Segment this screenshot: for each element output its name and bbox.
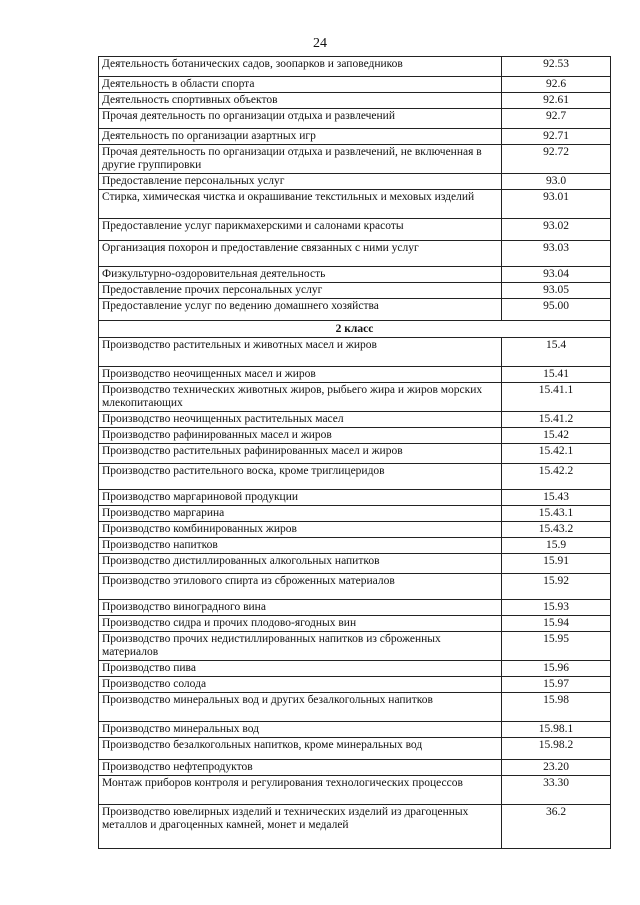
- activity-code: 15.42.1: [502, 444, 611, 464]
- table-row: [99, 444, 611, 464]
- activity-name: Производство этилового спирта из сброженных материалов: [99, 574, 502, 600]
- table-row: [99, 241, 611, 267]
- activity-name: Производство минеральных вод: [99, 722, 502, 738]
- activity-name: Производство солода: [99, 677, 502, 693]
- table-row: [99, 267, 611, 283]
- activity-name: Производство пива: [99, 661, 502, 677]
- table-row: [99, 464, 611, 490]
- activity-code: 15.93: [502, 600, 611, 616]
- activity-code: 15.91: [502, 554, 611, 574]
- table-row: [99, 383, 611, 412]
- table-row: [99, 338, 611, 367]
- activity-code: 93.05: [502, 283, 611, 299]
- table-row: [99, 522, 611, 538]
- activity-code: 15.94: [502, 616, 611, 632]
- activity-name: Производство растительных рафинированных масел и жиров: [99, 444, 502, 464]
- table-row: [99, 776, 611, 805]
- activity-code: 93.04: [502, 267, 611, 283]
- table-row: [99, 367, 611, 383]
- activity-code: 95.00: [502, 299, 611, 321]
- table-row: [99, 490, 611, 506]
- activity-name: Организация похорон и предоставление связанных с ними услуг: [99, 241, 502, 267]
- table-row: [99, 677, 611, 693]
- activity-code: 36.2: [502, 805, 611, 849]
- table-row: [99, 600, 611, 616]
- activity-code: 15.42: [502, 428, 611, 444]
- activity-code: 92.72: [502, 145, 611, 174]
- activity-code: 93.01: [502, 190, 611, 219]
- activity-name: Производство растительных и животных масел и жиров: [99, 338, 502, 367]
- activity-code-table: [98, 56, 611, 849]
- section-title: 2 класс: [99, 321, 611, 338]
- table-row: [99, 693, 611, 722]
- activity-code: 23.20: [502, 760, 611, 776]
- activity-code: 93.02: [502, 219, 611, 241]
- activity-code: 15.98.2: [502, 738, 611, 760]
- table-row: [99, 109, 611, 129]
- activity-name: Деятельность ботанических садов, зоопарков и заповедников: [99, 57, 502, 77]
- activity-code: 15.42.2: [502, 464, 611, 490]
- activity-name: Предоставление услуг по ведению домашнего хозяйства: [99, 299, 502, 321]
- page-number: 24: [313, 36, 327, 51]
- table-row: [99, 632, 611, 661]
- activity-code: 92.53: [502, 57, 611, 77]
- table-row: [99, 661, 611, 677]
- table-row: [99, 722, 611, 738]
- activity-name: Производство маргариновой продукции: [99, 490, 502, 506]
- activity-name: Монтаж приборов контроля и регулирования технологических процессов: [99, 776, 502, 805]
- table-row: [99, 554, 611, 574]
- table-row: [99, 219, 611, 241]
- section-header-row: [99, 321, 611, 338]
- table-row: [99, 738, 611, 760]
- table-row: [99, 77, 611, 93]
- activity-code: 15.43.1: [502, 506, 611, 522]
- table-row: [99, 93, 611, 109]
- activity-name: Производство сидра и прочих плодово-ягодных вин: [99, 616, 502, 632]
- activity-code: 93.0: [502, 174, 611, 190]
- activity-code: 15.41.1: [502, 383, 611, 412]
- activity-name: Физкультурно-оздоровительная деятельность: [99, 267, 502, 283]
- activity-name: Предоставление персональных услуг: [99, 174, 502, 190]
- activity-code: 15.98.1: [502, 722, 611, 738]
- activity-name: Прочая деятельность по организации отдыха и развлечений: [99, 109, 502, 129]
- activity-code: 15.41: [502, 367, 611, 383]
- activity-code: 92.6: [502, 77, 611, 93]
- activity-code: 15.95: [502, 632, 611, 661]
- table-row: [99, 538, 611, 554]
- activity-code: 15.98: [502, 693, 611, 722]
- table-row: [99, 283, 611, 299]
- table-row: [99, 299, 611, 321]
- activity-name: Предоставление прочих персональных услуг: [99, 283, 502, 299]
- table-row: [99, 145, 611, 174]
- table-row: [99, 574, 611, 600]
- activity-name: Производство прочих недистиллированных напитков из сброженных материалов: [99, 632, 502, 661]
- activity-name: Производство виноградного вина: [99, 600, 502, 616]
- activity-name: Деятельность по организации азартных игр: [99, 129, 502, 145]
- activity-name: Производство рафинированных масел и жиров: [99, 428, 502, 444]
- table-row: [99, 506, 611, 522]
- activity-name: Производство нефтепродуктов: [99, 760, 502, 776]
- activity-name: Прочая деятельность по организации отдыха и развлечений, не включенная в другие группировки: [99, 145, 502, 174]
- table-row: [99, 616, 611, 632]
- activity-code: 33.30: [502, 776, 611, 805]
- activity-name: Стирка, химическая чистка и окрашивание текстильных и меховых изделий: [99, 190, 502, 219]
- table-row: [99, 428, 611, 444]
- activity-name: Производство неочищенных масел и жиров: [99, 367, 502, 383]
- activity-code: 15.43.2: [502, 522, 611, 538]
- table-row: [99, 190, 611, 219]
- activity-name: Производство маргарина: [99, 506, 502, 522]
- activity-code: 92.61: [502, 93, 611, 109]
- activity-name: Производство ювелирных изделий и технических изделий из драгоценных металлов и драгоценных камней, монет и медалей: [99, 805, 502, 849]
- activity-code: 15.43: [502, 490, 611, 506]
- table-row: [99, 57, 611, 77]
- activity-code: 15.4: [502, 338, 611, 367]
- activity-name: Деятельность спортивных объектов: [99, 93, 502, 109]
- table-row: [99, 174, 611, 190]
- activity-code: 92.7: [502, 109, 611, 129]
- table-row: [99, 760, 611, 776]
- activity-code: 15.9: [502, 538, 611, 554]
- activity-name: Производство минеральных вод и других безалкогольных напитков: [99, 693, 502, 722]
- activity-name: Производство неочищенных растительных масел: [99, 412, 502, 428]
- activity-name: Производство технических животных жиров, рыбьего жира и жиров морских млекопитающих: [99, 383, 502, 412]
- activity-name: Производство комбинированных жиров: [99, 522, 502, 538]
- activity-code: 92.71: [502, 129, 611, 145]
- activity-code: 93.03: [502, 241, 611, 267]
- activity-name: Предоставление услуг парикмахерскими и салонами красоты: [99, 219, 502, 241]
- activity-code: 15.41.2: [502, 412, 611, 428]
- table-body: [99, 57, 611, 849]
- table-row: [99, 805, 611, 849]
- activity-name: Производство растительного воска, кроме триглицеридов: [99, 464, 502, 490]
- table-row: [99, 129, 611, 145]
- activity-code: 15.97: [502, 677, 611, 693]
- activity-name: Производство напитков: [99, 538, 502, 554]
- activity-name: Производство безалкогольных напитков, кроме минеральных вод: [99, 738, 502, 760]
- activity-code: 15.92: [502, 574, 611, 600]
- activity-name: Производство дистиллированных алкогольных напитков: [99, 554, 502, 574]
- activity-code: 15.96: [502, 661, 611, 677]
- activity-name: Деятельность в области спорта: [99, 77, 502, 93]
- table-row: [99, 412, 611, 428]
